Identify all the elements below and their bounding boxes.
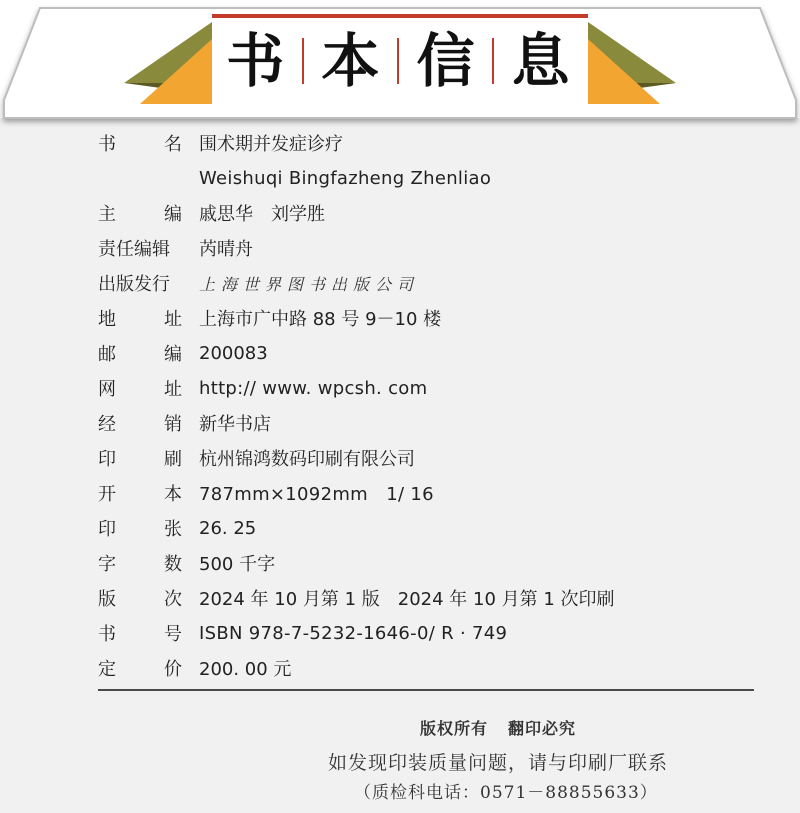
info-value: http:// www. wpcsh. com — [199, 377, 428, 399]
info-label: 出版发行 — [98, 274, 170, 295]
quality-notice: 如发现印装质量问题，请与印刷厂联系 — [328, 752, 669, 774]
info-value: 新华书店 — [199, 414, 271, 435]
info-label: 印 张 — [98, 519, 182, 540]
info-row-printer — [98, 443, 415, 473]
no-reprint-text: 翻印必究 — [508, 719, 577, 738]
info-label: 邮 编 — [98, 344, 182, 365]
info-row-postcode — [98, 338, 268, 368]
info-value: 2024 年 10 月第 1 版 2024 年 10 月第 1 次印刷 — [199, 589, 615, 610]
info-value: 200083 — [199, 342, 268, 364]
info-label: 地 址 — [98, 309, 182, 330]
info-value: 芮晴舟 — [199, 239, 253, 260]
info-label: 经 销 — [98, 414, 182, 435]
info-label: 书 名 — [98, 134, 182, 155]
info-row-website — [98, 373, 427, 403]
rights-reserved-text: 版权所有 — [420, 719, 489, 738]
title-char: 息 — [511, 27, 570, 95]
divider-line — [98, 689, 754, 691]
info-row-pinyin — [98, 163, 491, 193]
info-label: 字 数 — [98, 554, 182, 575]
info-value: 500 千字 — [199, 554, 276, 575]
info-label: 印 刷 — [98, 449, 182, 470]
info-row-title — [98, 128, 343, 158]
info-row-address — [98, 303, 441, 333]
info-row-edition — [98, 583, 615, 613]
info-label: 开 本 — [98, 484, 182, 505]
info-value: 200. 00 元 — [199, 659, 292, 680]
info-value: 杭州锦鸿数码印刷有限公司 — [199, 449, 415, 470]
info-row-word-count — [98, 548, 275, 578]
info-value: 787mm×1092mm 1/ 16 — [199, 484, 434, 505]
title-divider — [302, 38, 304, 84]
info-value: 戚思华 刘学胜 — [199, 204, 325, 225]
quality-contact: （质检科电话：0571－88855633） — [354, 783, 658, 803]
title-divider — [397, 38, 399, 84]
info-label: 定 价 — [98, 659, 182, 680]
info-label: 网 址 — [98, 379, 182, 400]
info-row-responsible-editor — [98, 233, 253, 263]
info-value: 围术期并发症诊疗 — [199, 134, 343, 155]
info-row-sheets — [98, 513, 256, 543]
title-char: 书 — [226, 27, 285, 95]
info-row-editor — [98, 198, 325, 228]
info-value: 上海市广中路 88 号 9－10 楼 — [199, 309, 442, 330]
info-label: 书 号 — [98, 624, 182, 645]
info-value: ISBN 978-7-5232-1646-0/ R · 749 — [199, 622, 508, 644]
title-char: 信 — [416, 27, 475, 95]
info-row-price — [98, 653, 291, 683]
info-value: Weishuqi Bingfazheng Zhenliao — [199, 167, 492, 189]
info-label: 版 次 — [98, 589, 182, 610]
info-row-distributor — [98, 408, 271, 438]
info-row-format — [98, 478, 434, 508]
info-label: 责任编辑 — [98, 239, 170, 260]
header-banner — [0, 0, 800, 135]
copyright-notice — [420, 716, 576, 739]
info-row-publisher — [98, 268, 419, 298]
title-divider — [492, 38, 494, 84]
title-char: 本 — [321, 27, 380, 95]
banner-title — [212, 18, 584, 104]
info-row-isbn — [98, 618, 507, 648]
info-label: 主 编 — [98, 204, 182, 225]
info-value: 26. 25 — [199, 517, 257, 539]
publisher-logotype: 上海世界图书出版公司 — [199, 274, 420, 294]
